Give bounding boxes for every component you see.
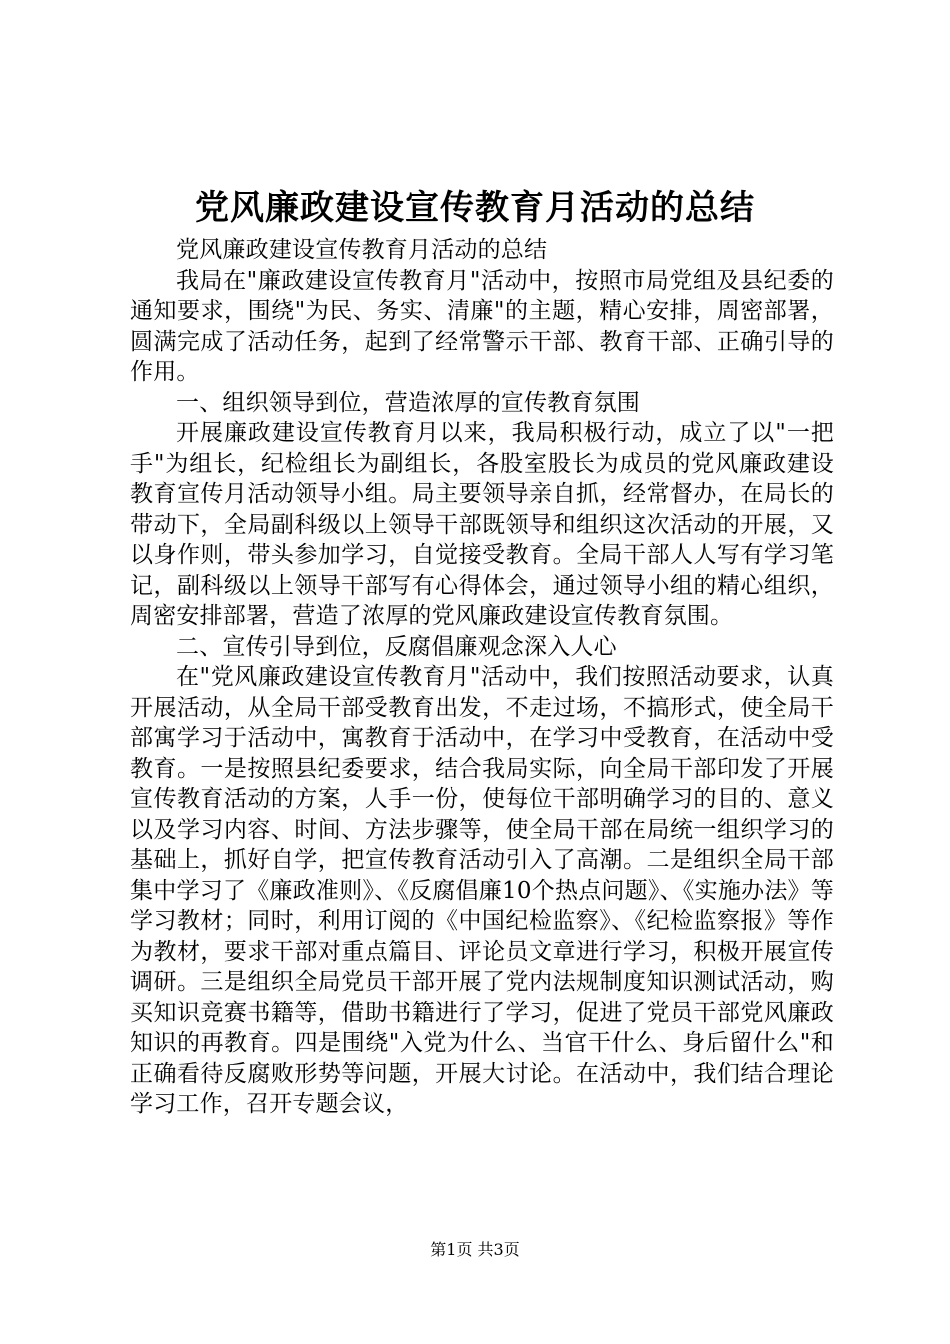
document-title: 党风廉政建设宣传教育月活动的总结 xyxy=(195,188,755,228)
page-footer: 第1页 共3页 xyxy=(430,1240,520,1259)
section-heading-2: 二、宣传引导到位，反腐倡廉观念深入人心 xyxy=(176,633,617,660)
intro-paragraph: 我局在"廉政建设宣传教育月"活动中，按照市局党组及县纪委的通知要求，围绕"为民、务实、清廉"的主题，精心安排，周密部署，圆满完成了活动任务，起到了经常警示干部、教育干部、正确引导的作用。 xyxy=(130,267,834,385)
section-heading-1: 一、组织领导到位，营造浓厚的宣传教育氛围 xyxy=(176,389,640,416)
section-2-paragraph: 在"党风廉政建设宣传教育月"活动中，我们按照活动要求，认真开展活动，从全局干部受教育出发，不走过场，不搞形式，使全局干部寓学习于活动中，寓教育于活动中，在学习中受教育，在活动中受教育。一是按照县纪委要求，结合我局实际，向全局干部印发了开展宣传教育活动的方案，人手一份，使每位干部明确学习的目的、意义以及学习内容、时间、方法步骤等，使全局干部在局统一组织学习的基础上，抓好自学，把宣传教育活动引入了高潮。二是组织全局干部集中学习了《廉政准则》、《反腐倡廉10个热点问题》、《实施办法》等学习教材；同时，利用订阅的《中国纪检监察》、《纪检监察报》等作为教材，要求干部对重点篇目、评论员文章进行学习，积极开展宣传调研。三是组织全局党员干部开展了党内法规制度知识测试活动，购买知识竞赛书籍等，借助书籍进行了学习，促进了党员干部党风廉政知识的再教育。四是围绕"入党为什么、当官干什么、身后留什么"和正确看待反腐败形势等问题，开展大讨论。在活动中，我们结合理论学习工作，召开专题会议， xyxy=(130,664,834,1117)
document-body xyxy=(130,235,834,1120)
section-1-paragraph: 开展廉政建设宣传教育月以来，我局积极行动，成立了以"一把手"为组长，纪检组长为副组长，各股室股长为成员的党风廉政建设教育宣传月活动领导小组。局主要领导亲自抓，经常督办，在局长的带动下，全局副科级以上领导干部既领导和组织这次活动的开展，又以身作则，带头参加学习，自觉接受教育。全局干部人人写有学习笔记，副科级以上领导干部写有心得体会，通过领导小组的精心组织，周密安排部署，营造了浓厚的党风廉政建设宣传教育氛围。 xyxy=(130,420,834,629)
subtitle-paragraph: 党风廉政建设宣传教育月活动的总结 xyxy=(176,237,548,263)
